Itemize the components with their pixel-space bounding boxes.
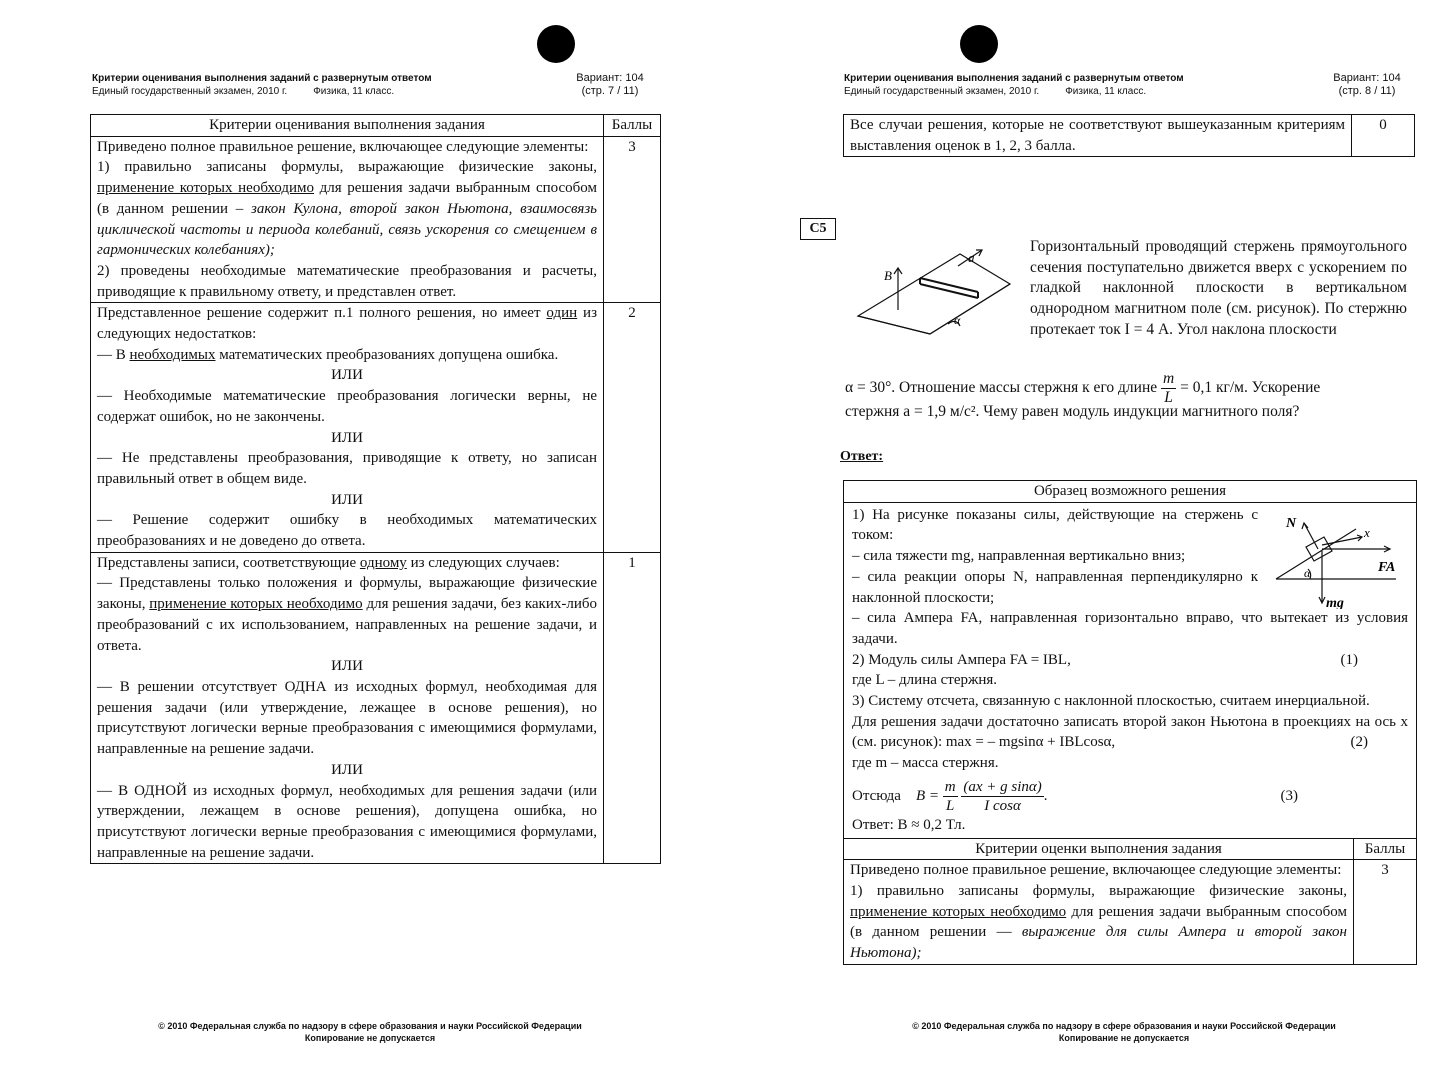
criteria-row-2 xyxy=(91,303,661,552)
forces-figure xyxy=(1266,507,1408,609)
or-separator: ИЛИ xyxy=(331,367,363,384)
problem-text-cont: α = 30°. Отношение массы стержня к его длине $\frac{m}{L}$ = 0,1 кг/м. Ускорение xyxy=(845,370,1321,406)
solution-step2: 2) Модуль силы Ампера FA = IBL, xyxy=(852,651,1071,668)
fig1-label-b: B xyxy=(884,268,892,283)
mass-per-length-fraction: $\frac{m}{L}$ xyxy=(1163,370,1175,406)
footer-copyright: © 2010 Федеральная служба по надзору в сфере образования и науки Российской Федерации xyxy=(158,1021,582,1031)
row1-points: 1 xyxy=(604,552,661,864)
solution-step4: Для решения задачи достаточно записать второй закон Ньютона в проекциях на ось x (см. рисунок): max = – mgsinα + IBLcosα, xyxy=(852,713,1408,751)
table-header-criteria: Критерии оценивания выполнения задания xyxy=(91,115,604,137)
table-header-points: Баллы xyxy=(604,115,661,137)
header-title: Критерии оценивания выполнения заданий с развернутым ответом xyxy=(844,73,1184,84)
page-footer xyxy=(120,1020,620,1044)
criteria-table xyxy=(90,114,661,864)
row3-item1: 1) правильно записаны формулы, выражающие физические законы, применение которых необходимо для решения задачи выбранным способом (в данном решении – закон Кулона, второй закон Ньютона, взаимосвязь циклической частоты и периода колебаний, связь ускорения со смещением в гармонических колебаниях); xyxy=(97,159,597,259)
solution-force-gravity: – сила тяжести mg, направленная вертикально вниз; xyxy=(852,548,1186,565)
row2-case4: — Решение содержит ошибку в необходимых математических преобразованиях и не доведено до ответа. xyxy=(97,512,597,550)
row1-case1: — Представлены только положения и формулы, выражающие физические законы, применение которых необходимо для решения задачи, без каких-либо преобразований с их использованием, направленных на решение задачи, и ответа. xyxy=(97,575,597,654)
page-number: (стр. 8 / 11) xyxy=(1338,85,1396,97)
variant-box xyxy=(1312,72,1422,98)
variant-number: Вариант: 104 xyxy=(576,72,644,84)
header-subject: Физика, 11 класс. xyxy=(313,86,395,97)
criteria-points-header: Баллы xyxy=(1354,838,1417,860)
task-criteria-table xyxy=(844,838,1416,964)
row1-case3: — В ОДНОЙ из исходных формул, необходимых для решения задачи (или утверждении, лежащем в основе решения), допущена ошибка, но присутствуют логически верные преобразования с имеющимися формулами, направленные на решение задачи. xyxy=(97,782,597,861)
criteria-item1: 1) правильно записаны формулы, выражающие физические законы, применение которых необходимо для решения задачи выбранным способом (в данном решении — выражение для силы Ампера и второй закон Ньютона); xyxy=(850,882,1347,962)
page-header xyxy=(92,72,532,98)
task-label: C5 xyxy=(800,218,836,240)
row2-case1: — В необходимых математических преобразованиях допущена ошибка. xyxy=(97,346,559,363)
solution-box xyxy=(843,480,1417,965)
equation-number-1: (1) xyxy=(1340,651,1358,668)
criteria-intro: Приведено полное правильное решение, включающее следующие элементы: xyxy=(850,862,1342,879)
criteria-points: 3 xyxy=(1354,860,1417,964)
normal-force-arrow xyxy=(1304,523,1318,549)
or-separator: ИЛИ xyxy=(331,429,363,446)
row2-case2: — Необходимые математические преобразования логически верны, не содержат ошибок, но не закончены. xyxy=(97,388,597,425)
registration-dot xyxy=(960,25,998,63)
row2-case3: — Не представлены преобразования, приводящие к ответу, но записан правильный ответ в общем виде. xyxy=(97,450,597,487)
equation-number-3: (3) xyxy=(1280,787,1298,804)
fig2-label-fa: FA xyxy=(1378,559,1396,575)
row2-points: 2 xyxy=(604,303,661,552)
footer-copyright: © 2010 Федеральная служба по надзору в сфере образования и науки Российской Федерации xyxy=(912,1021,1336,1031)
criteria-row-0 xyxy=(844,115,1415,157)
footer-notice: Копирование не допускается xyxy=(304,1033,436,1043)
solution-formula: Отсюда B = $\frac{m}{L}$ $\frac{\text{(ax + g sinα)}}{\text{I cosα}}$ . (3) xyxy=(852,778,1298,814)
criteria-row-3 xyxy=(91,136,661,303)
row3-intro: Приведено полное правильное решение, включающее следующие элементы: xyxy=(97,138,589,155)
footer-notice: Копирование не допускается xyxy=(1058,1033,1190,1043)
fig2-label-n: N xyxy=(1286,515,1297,531)
header-title: Критерии оценивания выполнения заданий с развернутым ответом xyxy=(92,73,432,84)
variant-box xyxy=(560,72,660,98)
solution-step4-note: где m – масса стержня. xyxy=(852,755,999,772)
solution-step1: 1) На рисунке показаны силы, действующие на стержень с током: xyxy=(852,506,1258,544)
solution-step3: 3) Систему отсчета, связанную с наклонной плоскостью, считаем инерциальной. xyxy=(852,693,1370,710)
page-number: (стр. 7 / 11) xyxy=(581,85,639,97)
fig2-label-x: x xyxy=(1364,524,1370,540)
or-separator: ИЛИ xyxy=(331,491,363,508)
header-subject: Физика, 11 класс. xyxy=(1065,86,1147,97)
registration-dot xyxy=(537,25,575,63)
fig1-label-a: a xyxy=(968,250,975,265)
row0-text: Все случаи решения, которые не соответствуют вышеуказанным критериям выставления оценок в 1, 2, 3 балла. xyxy=(844,115,1352,157)
row3-item2: 2) проведены необходимые математические преобразования и расчеты, приводящие к правильному ответу, и представлен ответ. xyxy=(97,262,597,300)
variant-number: Вариант: 104 xyxy=(1333,72,1401,84)
fig1-label-alpha: α xyxy=(954,313,961,327)
solution-force-normal: – сила реакции опоры N, направленная перпендикулярно к наклонной плоскости; xyxy=(852,568,1258,606)
solution-force-ampere: – сила Ампера FA, направленная горизонтально вправо, что вытекает из условия задачи. xyxy=(852,610,1408,647)
solution-title: Образец возможного решения xyxy=(844,481,1416,503)
criteria-table-continued xyxy=(843,114,1415,157)
problem-text: Горизонтальный проводящий стержень прямоугольного сечения поступательно движется вверх с ускорением по гладкой наклонной плоскости в вертикальном однородном магнитном поле (см. рисунок). По стержню протекает ток I = 4 А. Угол наклона плоскости xyxy=(1030,238,1407,338)
answer-label: Ответ: xyxy=(840,449,884,464)
problem-question: стержня a = 1,9 м/с². Чему равен модуль индукции магнитного поля? xyxy=(845,403,1300,420)
or-separator: ИЛИ xyxy=(331,658,363,675)
page-footer xyxy=(874,1020,1374,1044)
row1-case2: — В решении отсутствует ОДНА из исходных формул, необходимая для решения задачи (или утверждение, лежащее в основе решения), но присутствуют логически верные преобразования с имеющимися формулами, направленные на решение задачи. xyxy=(97,678,597,758)
page-header xyxy=(844,72,1294,98)
row3-points: 3 xyxy=(604,136,661,303)
criteria-header: Критерии оценки выполнения задания xyxy=(844,838,1354,860)
criteria-row-1 xyxy=(91,552,661,864)
incline-figure xyxy=(850,238,1022,338)
or-separator: ИЛИ xyxy=(331,761,363,778)
solution-answer: Ответ: B ≈ 0,2 Тл. xyxy=(852,816,966,833)
rod xyxy=(920,278,978,298)
solution-step2-note: где L – длина стержня. xyxy=(852,672,998,689)
fig2-label-alpha: α xyxy=(1304,565,1311,580)
header-exam: Единый государственный экзамен, 2010 г. xyxy=(92,86,288,97)
header-exam: Единый государственный экзамен, 2010 г. xyxy=(844,86,1040,97)
equation-number-2: (2) xyxy=(1350,734,1368,751)
row1-intro: Представлены записи, соответствующие одному из следующих случаев: xyxy=(97,554,560,571)
row2-intro: Представленное решение содержит п.1 полного решения, но имеет один из следующих недостатков: xyxy=(97,305,598,343)
fig2-label-mg: mg xyxy=(1326,595,1344,609)
row0-points: 0 xyxy=(1352,115,1415,157)
